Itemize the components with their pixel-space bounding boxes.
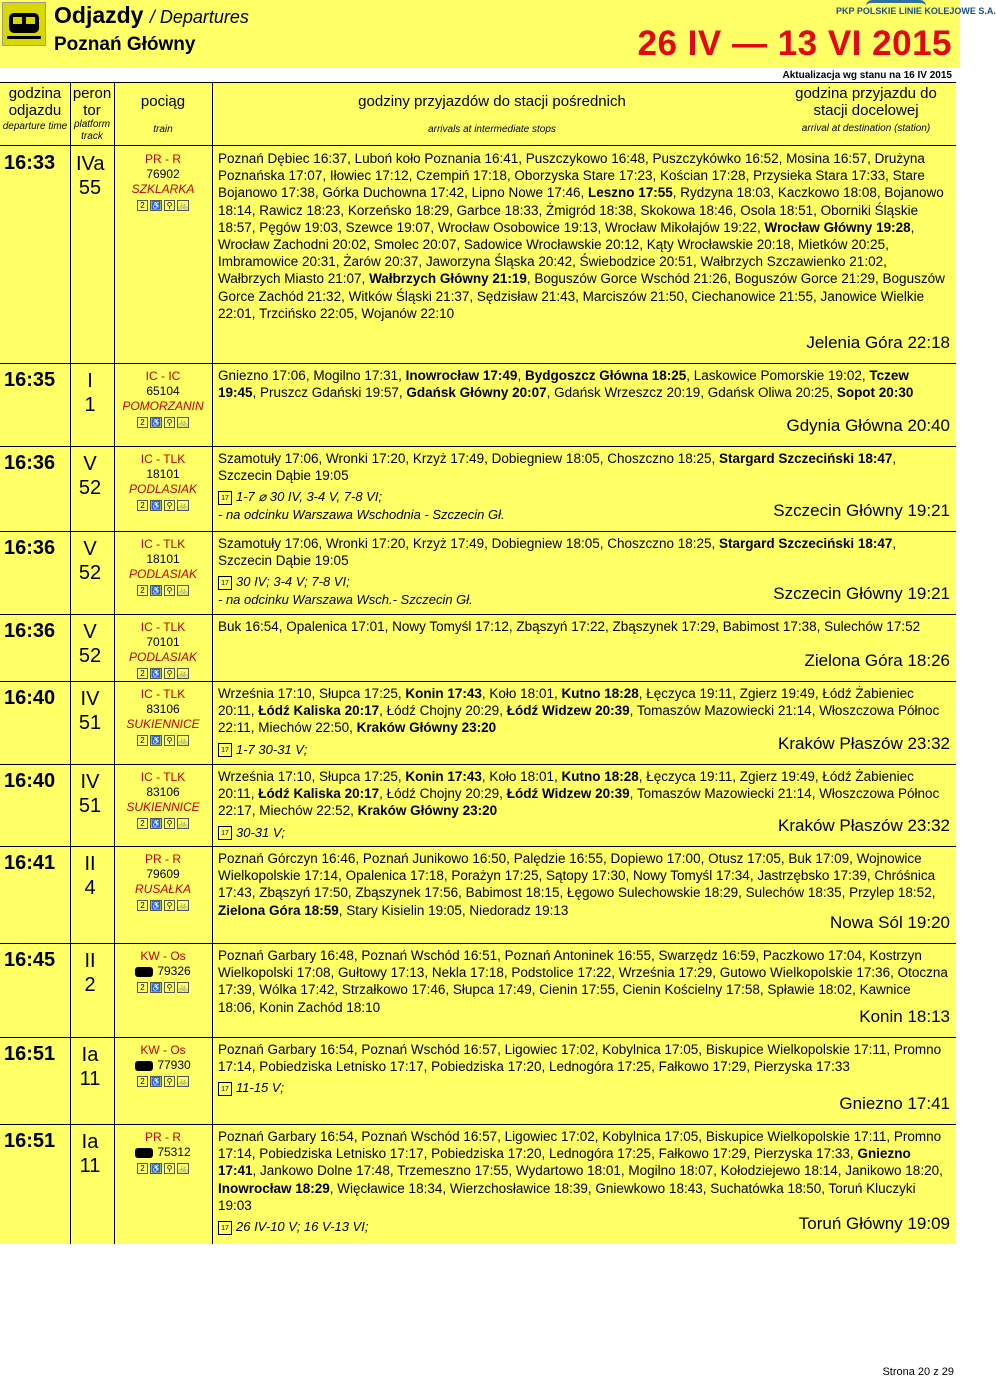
platform-track <box>76 1130 104 1178</box>
platform-track <box>76 1043 104 1091</box>
platform-track <box>76 620 104 668</box>
service-icon: ♿ <box>151 1164 161 1173</box>
track: 4 <box>84 877 96 899</box>
destination-arrival: Kraków Płaszów 23:32 <box>778 734 950 753</box>
service-icon: 🚲 <box>178 669 188 678</box>
departure-time: 16:35 <box>4 369 56 391</box>
train-number: 18101 <box>146 467 180 481</box>
platform-track <box>76 369 104 417</box>
service-icon: 2 <box>137 1076 148 1087</box>
service-icon: 2 <box>137 585 148 596</box>
track: 52 <box>78 477 102 499</box>
train-info <box>114 852 212 912</box>
departure-time: 16:36 <box>4 537 56 559</box>
calendar-note: 17 30-31 V; <box>218 824 948 841</box>
service-icon: ⚲ <box>164 500 175 511</box>
train-category: KW - Os <box>140 949 186 963</box>
train-name: SUKIENNICE <box>126 800 200 814</box>
track: 11 <box>79 1155 101 1177</box>
track: 11 <box>79 1068 101 1090</box>
track: 51 <box>78 795 102 817</box>
stops-text: Gniezno 17:06, Mogilno 17:31, Inowrocław 17:49, Bydgoszcz Główna 18:25, Laskowice Pomorskie 19:02, Tczew 19:45, Pruszcz Gdański 19:57, Gdańsk Główny 20:07, Gdańsk Wrzeszcz 20:19, Gdańsk Oliwa 20:25, Sopot 20:30 <box>218 368 914 401</box>
col-destination: godzina przyjazdu do stacji docelowej arrival at destination (station) <box>795 85 937 134</box>
stops-text: Poznań Garbary 16:54, Poznań Wschód 16:57, Ligowiec 17:02, Kobylnica 17:05, Biskupice Wielkopolskie 17:11, Promno 17:14, Pobiedziska Letnisko 17:17, Pobiedziska 17:20, Lednogóra 17:25, Fałkowo 17:29, Pierzyska 17:33, Gniezno 17:41, Jankowo Dolne 17:48, Trzemeszno 17:55, Wydartowo 18:01, Mogilno 18:07, Kołodziejewo 18:14, Janikowo 18:20, Inowrocław 18:29, Więcławice 18:34, Wierzchosławice 18:39, Gniewkowo 18:43, Suchatówka 18:50, Toruń Kluczyki 19:03 <box>218 1129 943 1213</box>
train-category: IC - IC <box>145 369 181 383</box>
service-icon: ♿ <box>151 901 161 910</box>
platform: I <box>87 370 93 392</box>
service-icons <box>114 197 212 212</box>
calendar-icon: 17 <box>218 491 232 505</box>
update-note: Aktualizacja wg stanu na 16 IV 2015 <box>782 70 952 81</box>
train-number: 83106 <box>146 785 180 799</box>
service-icon: 2 <box>137 200 148 211</box>
service-icon: ⚲ <box>164 668 175 679</box>
train-category: IC - TLK <box>140 687 186 701</box>
page-title: Odjazdy / Departures <box>54 2 249 28</box>
service-icon: 2 <box>137 818 148 829</box>
service-icon: ⚲ <box>164 982 175 993</box>
col-stops: godziny przyjazdów do stacji pośrednich arrivals at intermediate stops <box>358 93 626 135</box>
service-icon: ♿ <box>151 1077 161 1086</box>
train-info <box>114 1043 212 1088</box>
service-icon: 2 <box>137 417 148 428</box>
stops-text: Poznań Garbary 16:54, Poznań Wschód 16:57, Ligowiec 17:02, Kobylnica 17:05, Biskupice Wielkopolskie 17:11, Promno 17:14, Pobiedziska Letnisko 17:17, Pobiedziska 17:20, Lednogóra 17:25, Fałkowo 17:29, Pierzyska 17:33 <box>218 1042 942 1075</box>
service-icon: 🚲 <box>178 983 188 992</box>
train-category: KW - Os <box>140 1043 186 1057</box>
service-icon: ⚲ <box>164 1076 175 1087</box>
stops-text: Szamotuły 17:06, Wronki 17:20, Krzyż 17:49, Dobiegniew 18:05, Choszczno 18:25, Stargard Szczeciński 18:47, Szczecin Dąbie 19:05 <box>218 451 897 484</box>
platform: II <box>84 950 96 972</box>
train-name: SZKLARKA <box>131 182 195 196</box>
departure-time: 16:40 <box>4 770 56 792</box>
destination-arrival: Zielona Góra 18:26 <box>804 651 950 670</box>
track: 55 <box>78 177 102 199</box>
service-icon: ⚲ <box>164 1163 175 1174</box>
section-note: - na odcinku Warszawa Wsch.- Szczecin Gł. <box>218 591 473 607</box>
platform: IVa <box>76 153 105 175</box>
calendar-note: 17 26 IV-10 V; 16 V-13 VI; <box>218 1218 948 1235</box>
service-icon: 🚲 <box>178 736 188 745</box>
service-icon: ♿ <box>151 586 161 595</box>
destination-arrival: Konin 18:13 <box>859 1007 950 1026</box>
service-icon: 🚲 <box>178 586 188 595</box>
section-note: - na odcinku Warszawa Wschodnia - Szczecin Gł. <box>218 506 505 522</box>
operator-logo: PKP POLSKIE LINIE KOLEJOWE S.A. <box>836 0 956 20</box>
bus-icon <box>135 967 153 977</box>
service-icon: ♿ <box>151 201 161 210</box>
train-info <box>114 949 212 994</box>
stops-text: Września 17:10, Słupca 17:25, Konin 17:43, Koło 18:01, Kutno 18:28, Łęczyca 19:11, Zgierz 19:49, Łódź Żabieniec 20:11, Łódź Kaliska 20:17, Łódź Chojny 20:29, Łódź Widzew 20:39, Tomaszów Mazowiecki 21:14, Włoszczowa Północ 22:11, Miechów 22:50, Kraków Główny 23:20 <box>218 686 940 736</box>
train-number: 75312 <box>114 1145 212 1160</box>
service-icon: ⚲ <box>164 818 175 829</box>
departure-time: 16:33 <box>4 152 56 174</box>
train-name: PODLASIAK <box>128 650 198 664</box>
row-separator <box>0 846 956 847</box>
train-info <box>114 537 212 597</box>
train-number: 18101 <box>146 552 180 566</box>
train-number: 79609 <box>146 867 180 881</box>
row-separator <box>0 1037 956 1038</box>
train-info <box>114 687 212 747</box>
train-info <box>114 1130 212 1175</box>
intermediate-stops <box>218 850 948 919</box>
track: 2 <box>84 974 96 996</box>
destination-arrival: Kraków Płaszów 23:32 <box>778 816 950 835</box>
train-category: IC - TLK <box>140 620 186 634</box>
stops-text: Poznań Garbary 16:48, Poznań Wschód 16:51, Poznań Antoninek 16:55, Swarzędz 16:59, Paczkowo 17:04, Kostrzyn Wielkopolski 17:08, Gułtowy 17:13, Nekla 17:18, Podstolice 17:22, Września 17:29, Gutowo Wielkopolskie 17:36, Otoczna 17:39, Wólka 17:42, Strzałkowo 17:46, Słupca 17:49, Cienin 17:55, Cienin Kościelny 17:58, Spławie 18:02, Kawnice 18:06, Konin Zachód 18:10 <box>218 948 948 1015</box>
service-icon: ⚲ <box>164 200 175 211</box>
platform-track <box>76 152 104 200</box>
train-number: 79326 <box>114 964 212 979</box>
calendar-icon: 17 <box>218 1221 232 1235</box>
train-category: IC - TLK <box>140 770 186 784</box>
service-icons <box>114 815 212 830</box>
column-header <box>0 82 956 146</box>
calendar-icon: 17 <box>218 1082 232 1096</box>
service-icon: ♿ <box>151 501 161 510</box>
train-info <box>114 369 212 429</box>
service-icon: 🚲 <box>178 201 188 210</box>
service-icons <box>114 582 212 597</box>
train-number: 70101 <box>146 635 180 649</box>
departure-time: 16:36 <box>4 452 56 474</box>
train-category: IC - TLK <box>140 452 186 466</box>
train-name: RUSAŁKA <box>134 882 192 896</box>
destination-arrival: Gniezno 17:41 <box>839 1094 950 1113</box>
departure-time: 16:45 <box>4 949 56 971</box>
service-icons <box>114 732 212 747</box>
calendar-icon: 17 <box>218 743 232 757</box>
train-info <box>114 452 212 512</box>
service-icon: 🚲 <box>178 1164 188 1173</box>
train-category: IC - TLK <box>140 537 186 551</box>
row-separator <box>0 681 956 682</box>
intermediate-stops <box>218 150 948 322</box>
service-icon: 🚲 <box>178 418 188 427</box>
col-train: pociąg train <box>140 93 186 135</box>
service-icons <box>114 979 212 994</box>
validity-period: 26 IV — 13 VI 2015 <box>637 24 952 63</box>
track: 1 <box>84 394 96 416</box>
col-platform: peron tor platform track <box>72 85 112 142</box>
service-icon: ♿ <box>151 418 161 427</box>
service-icon: 🚲 <box>178 901 188 910</box>
calendar-icon: 17 <box>218 826 232 840</box>
service-icon: ♿ <box>151 669 161 678</box>
platform: Ia <box>81 1131 99 1153</box>
service-icon: ⚲ <box>164 417 175 428</box>
col-departure: godzina odjazdu departure time <box>2 85 68 132</box>
row-separator <box>0 614 956 615</box>
stops-text: Poznań Górczyn 16:46, Poznań Junikowo 16:50, Palędzie 16:55, Dopiewo 17:00, Otusz 17:05, Buk 17:09, Wojnowice Wielkopolskie 17:14, Opalenica 17:18, Porażyn 17:25, Sątopy 17:30, Nowy Tomyśl 17:34, Jastrzębsko 17:39, Chróśnica 17:43, Zbąszyń 17:50, Zbąszynek 17:56, Babimost 18:15, Łęgowo Sulechowskie 18:29, Sulechów 18:35, Przylep 18:52, Zielona Góra 18:59, Stary Kisielin 19:05, Niedoradz 19:13 <box>218 851 936 918</box>
train-number: 76902 <box>146 167 180 181</box>
train-info <box>114 620 212 680</box>
departure-time: 16:51 <box>4 1130 56 1152</box>
train-name: PODLASIAK <box>128 567 198 581</box>
row-separator <box>0 446 956 447</box>
service-icon: 🚲 <box>178 501 188 510</box>
page-number: Strona 20 z 29 <box>882 1366 954 1378</box>
train-category: PR - R <box>145 152 181 166</box>
track: 52 <box>78 562 102 584</box>
service-icon: 🚲 <box>178 1077 188 1086</box>
stops-text: Poznań Dębiec 16:37, Luboń koło Poznania 16:41, Puszczykowo 16:48, Puszczykówko 16:52, Mosina 16:57, Drużyna Poznańska 17:07, Iłowiec 17:12, Czempiń 17:18, Oborzyska Stare 17:23, Kościan 17:28, Przysieka Stara 17:33, Stare Bojanowo 17:38, Górka Duchowna 17:42, Lipno Nowe 17:46, Leszno 17:55, Rydzyna 18:03, Kaczkowo 18:08, Bojanowo 18:14, Rawicz 18:23, Korzeńsko 18:29, Garbce 18:33, Żmigród 18:38, Skokowa 18:46, Osola 18:51, Oborniki Śląskie 18:57, Pęgów 19:03, Szewce 19:07, Wrocław Osobowice 19:13, Wrocław Mikołajów 19:22, Wrocław Główny 19:28, Wrocław Zachodni 20:02, Smolec 20:07, Sadowice Wrocławskie 20:12, Kąty Wrocławskie 20:18, Mietków 20:25, Imbramowice 20:31, Żarów 20:37, Jaworzyna Śląska 20:42, Świebodzice 20:51, Wałbrzych Szczawienko 21:02, Wałbrzych Miasto 21:07, Wałbrzych Główny 21:19, Boguszów Gorce Wschód 21:26, Boguszów Gorce 21:29, Boguszów Gorce Zachód 21:32, Witków Śląski 21:37, Sędzisław 21:43, Marciszów 21:50, Ciechanowice 21:55, Janowice Wielkie 22:01, Trzcińsko 22:05, Wojanów 22:10 <box>218 151 945 321</box>
intermediate-stops <box>218 1041 948 1097</box>
destination-arrival: Toruń Główny 19:09 <box>798 1214 950 1233</box>
row-separator <box>0 943 956 944</box>
service-icons <box>114 1073 212 1088</box>
calendar-note: 17 1-7 30-31 V; <box>218 741 948 758</box>
service-icon: 🚲 <box>178 819 188 828</box>
stops-text: Szamotuły 17:06, Wronki 17:20, Krzyż 17:49, Dobiegniew 18:05, Choszczno 18:25, Stargard Szczeciński 18:47, Szczecin Dąbie 19:05 <box>218 536 897 569</box>
train-logo-icon <box>2 2 46 46</box>
row-separator <box>0 764 956 765</box>
track: 52 <box>78 645 102 667</box>
departure-time: 16:51 <box>4 1043 56 1065</box>
service-icons <box>114 414 212 429</box>
intermediate-stops <box>218 947 948 1016</box>
destination-arrival: Nowa Sól 19:20 <box>829 913 950 932</box>
platform-track <box>76 949 104 997</box>
destination-arrival: Jelenia Góra 22:18 <box>806 333 950 352</box>
service-icon: 2 <box>137 735 148 746</box>
train-category: PR - R <box>145 1130 181 1144</box>
calendar-note: 17 30 IV; 3-4 V; 7-8 VI; <box>218 573 948 590</box>
service-icon: ⚲ <box>164 735 175 746</box>
service-icon: ⚲ <box>164 585 175 596</box>
row-separator <box>0 363 956 364</box>
platform-track <box>76 452 104 500</box>
service-icon: ♿ <box>151 983 161 992</box>
service-icon: ♿ <box>151 736 161 745</box>
train-number: 65104 <box>146 384 180 398</box>
service-icon: 2 <box>137 982 148 993</box>
intermediate-stops <box>218 367 948 401</box>
platform-track <box>76 537 104 585</box>
service-icons <box>114 665 212 680</box>
train-info <box>114 770 212 830</box>
platform: V <box>83 453 97 475</box>
calendar-icon: 17 <box>218 576 232 590</box>
train-number: 83106 <box>146 702 180 716</box>
row-separator <box>0 1124 956 1125</box>
service-icon: 2 <box>137 668 148 679</box>
destination-arrival: Gdynia Główna 20:40 <box>786 416 950 435</box>
platform: V <box>83 538 97 560</box>
train-name: SUKIENNICE <box>126 717 200 731</box>
stops-text: Buk 16:54, Opalenica 17:01, Nowy Tomyśl 17:12, Zbąszyń 17:22, Zbąszynek 17:29, Babimost 17:38, Sulechów 17:52 <box>218 619 921 634</box>
service-icons <box>114 1160 212 1175</box>
service-icon: ⚲ <box>164 900 175 911</box>
row-separator <box>0 531 956 532</box>
platform: V <box>83 621 97 643</box>
train-number: 77930 <box>114 1058 212 1073</box>
destination-arrival: Szczecin Główny 19:21 <box>773 501 950 520</box>
service-icon: 2 <box>137 900 148 911</box>
platform: II <box>84 853 96 875</box>
train-info <box>114 152 212 212</box>
service-icon: ♿ <box>151 819 161 828</box>
bus-icon <box>135 1061 153 1071</box>
platform-track <box>76 770 104 818</box>
platform: Ia <box>81 1044 99 1066</box>
platform-track <box>76 687 104 735</box>
service-icons <box>114 497 212 512</box>
platform: IV <box>80 688 100 710</box>
calendar-note: 17 1-7 ⌀ 30 IV, 3-4 V, 7-8 VI; <box>218 488 948 505</box>
intermediate-stops <box>218 618 948 635</box>
platform-track <box>76 852 104 900</box>
stops-text: Września 17:10, Słupca 17:25, Konin 17:43, Koło 18:01, Kutno 18:28, Łęczyca 19:11, Zgierz 19:49, Łódź Żabieniec 20:11, Łódź Kaliska 20:17, Łódź Chojny 20:29, Łódź Widzew 20:39, Tomaszów Mazowiecki 21:14, Włoszczowa Północ 22:17, Miechów 22:52, Kraków Główny 23:20 <box>218 769 940 819</box>
service-icon: 2 <box>137 500 148 511</box>
bus-icon <box>135 1148 153 1158</box>
departure-time: 16:41 <box>4 852 56 874</box>
track: 51 <box>78 712 102 734</box>
train-category: PR - R <box>145 852 181 866</box>
calendar-note: 17 11-15 V; <box>218 1079 948 1096</box>
platform: IV <box>80 771 100 793</box>
train-name: PODLASIAK <box>128 482 198 496</box>
train-name: POMORZANIN <box>122 399 204 413</box>
destination-arrival: Szczecin Główny 19:21 <box>773 584 950 603</box>
header-band <box>0 0 996 68</box>
departure-time: 16:40 <box>4 687 56 709</box>
station-name: Poznań Główny <box>54 34 196 55</box>
service-icons <box>114 897 212 912</box>
service-icon: 2 <box>137 1163 148 1174</box>
departure-time: 16:36 <box>4 620 56 642</box>
